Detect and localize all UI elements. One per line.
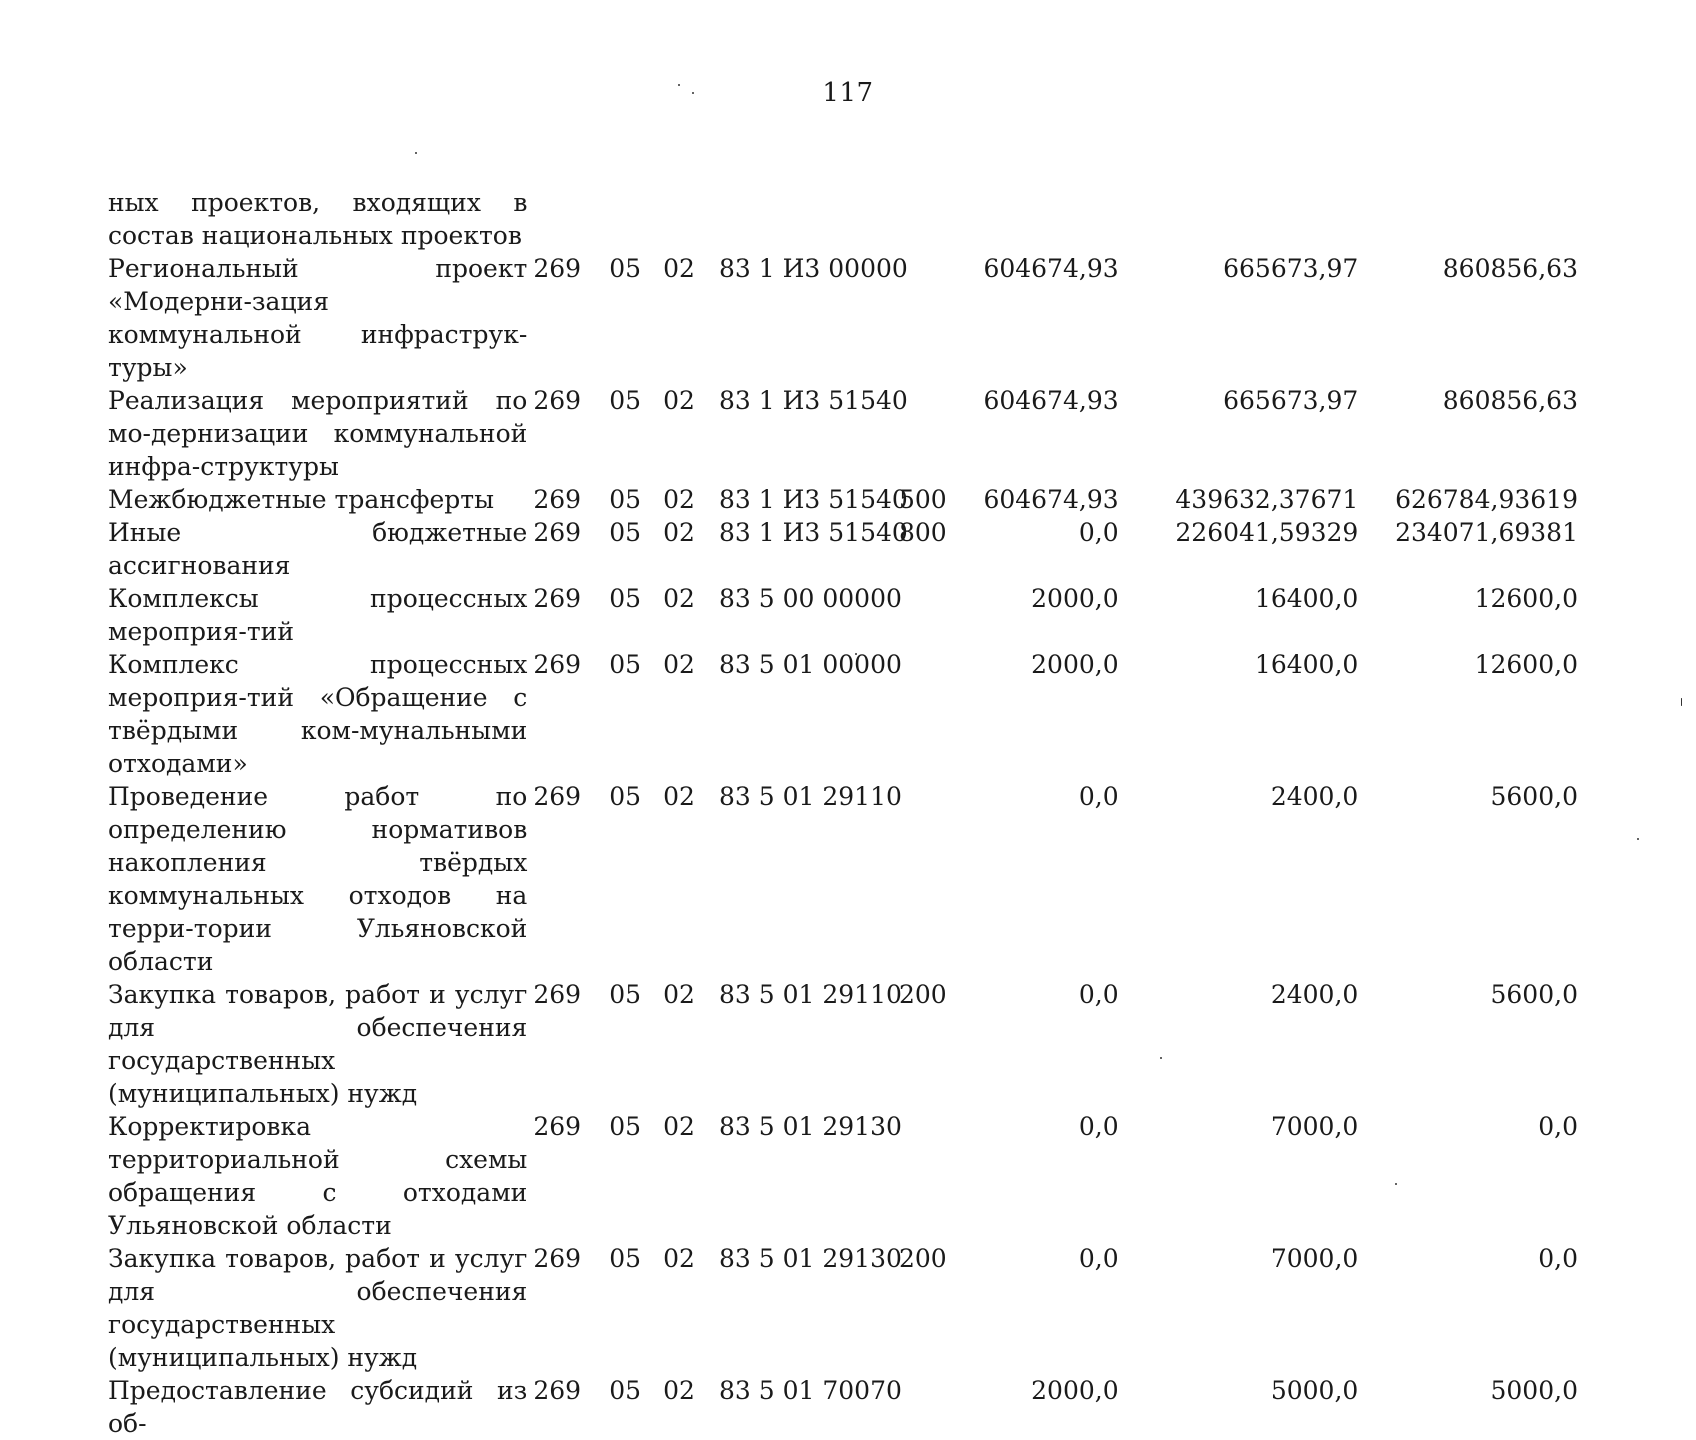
- amount-year-3: 860856,63: [1442, 386, 1578, 415]
- amount-year-2: 2400,0: [1270, 980, 1359, 1009]
- row-name: Комплекс процессных мероприя-тий «Обращение с твёрдыми ком-мунальными отходами»: [108, 650, 528, 778]
- target-article-code: 83 5 00 00000: [719, 584, 902, 613]
- table-row: [108, 1374, 1588, 1440]
- scan-speck: [1681, 698, 1682, 706]
- table-row: [108, 252, 1588, 384]
- table-row: [108, 780, 1588, 978]
- amount-year-1: 0,0: [1078, 518, 1119, 547]
- subsection-code: 02: [663, 980, 695, 1009]
- amount-year-1: 0,0: [1078, 980, 1119, 1009]
- row-name: Закупка товаров, работ и услуг для обеспечения государственных (муниципальных) нужд: [108, 980, 528, 1108]
- section-code: 05: [609, 518, 641, 547]
- target-article-code: 83 1 И3 51540: [719, 386, 908, 415]
- amount-year-2: 7000,0: [1270, 1244, 1359, 1273]
- subsection-code: 02: [663, 1376, 695, 1405]
- subsection-code: 02: [663, 254, 695, 283]
- row-name: Региональный проект «Модерни-зация коммунальной инфраструк-туры»: [108, 254, 528, 382]
- ministry-code: 269: [533, 254, 582, 283]
- row-name: Комплексы процессных мероприя-тий: [108, 584, 528, 646]
- amount-year-1: 604674,93: [983, 254, 1119, 283]
- target-article-code: 83 5 01 29130: [719, 1244, 902, 1273]
- scan-speck: [415, 152, 417, 154]
- section-code: 05: [609, 1244, 641, 1273]
- expense-type-code: 200: [899, 1244, 947, 1273]
- subsection-code: 02: [663, 1112, 695, 1141]
- amount-year-1: 2000,0: [1031, 650, 1119, 679]
- section-code: 05: [609, 980, 641, 1009]
- amount-year-3: 5600,0: [1490, 980, 1578, 1009]
- row-name: Реализация мероприятий по мо-дернизации коммунальной инфра-структуры: [108, 386, 528, 481]
- amount-year-3: 0,0: [1538, 1244, 1578, 1273]
- page-number: 117: [822, 78, 874, 108]
- ministry-code: 269: [533, 518, 582, 547]
- budget-table: [108, 186, 1588, 1440]
- amount-year-2: 665673,97: [1223, 386, 1359, 415]
- ministry-code: 269: [533, 1376, 582, 1405]
- ministry-code: 269: [533, 386, 582, 415]
- section-code: 05: [609, 386, 641, 415]
- target-article-code: 83 5 01 29130: [719, 1112, 902, 1141]
- amount-year-3: 5600,0: [1490, 782, 1578, 811]
- row-name: Иные бюджетные ассигнования: [108, 518, 528, 580]
- target-article-code: 83 5 01 29110: [719, 782, 902, 811]
- amount-year-2: 665673,97: [1223, 254, 1359, 283]
- amount-year-2: 7000,0: [1270, 1112, 1359, 1141]
- amount-year-3: 5000,0: [1490, 1376, 1578, 1405]
- expense-type-code: 800: [899, 518, 947, 547]
- section-code: 05: [609, 1112, 641, 1141]
- subsection-code: 02: [663, 1244, 695, 1273]
- ministry-code: 269: [533, 782, 582, 811]
- ministry-code: 269: [533, 1112, 582, 1141]
- amount-year-3: 0,0: [1538, 1112, 1578, 1141]
- subsection-code: 02: [663, 518, 695, 547]
- amount-year-2: 2400,0: [1270, 782, 1359, 811]
- amount-year-3: 626784,93619: [1395, 485, 1578, 514]
- amount-year-2: 16400,0: [1254, 584, 1359, 613]
- amount-year-1: 604674,93: [983, 386, 1119, 415]
- table-row: [108, 648, 1588, 780]
- row-name: Предоставление субсидий из об-: [108, 1376, 528, 1438]
- ministry-code: 269: [533, 1244, 582, 1273]
- target-article-code: 83 1 И3 51540: [719, 518, 908, 547]
- section-code: 05: [609, 782, 641, 811]
- table-row: [108, 516, 1588, 582]
- table-row: [108, 582, 1588, 648]
- target-article-code: 83 1 И3 00000: [719, 254, 908, 283]
- ministry-code: 269: [533, 485, 582, 514]
- amount-year-2: 226041,59329: [1175, 518, 1359, 547]
- expense-type-code: 500: [899, 485, 947, 514]
- amount-year-3: 860856,63: [1442, 254, 1578, 283]
- table-row: [108, 978, 1588, 1110]
- subsection-code: 02: [663, 650, 695, 679]
- row-name: Межбюджетные трансферты: [108, 485, 495, 514]
- section-code: 05: [609, 1376, 641, 1405]
- target-article-code: 83 1 И3 51540: [719, 485, 908, 514]
- amount-year-2: 5000,0: [1270, 1376, 1359, 1405]
- target-article-code: 83 5 01 70070: [719, 1376, 902, 1405]
- row-name: Закупка товаров, работ и услуг для обеспечения государственных (муниципальных) нужд: [108, 1244, 528, 1372]
- section-code: 05: [609, 584, 641, 613]
- amount-year-1: 0,0: [1078, 782, 1119, 811]
- section-code: 05: [609, 254, 641, 283]
- amount-year-2: 439632,37671: [1175, 485, 1359, 514]
- scan-speck: [678, 84, 680, 86]
- table-row: [108, 1110, 1588, 1242]
- section-code: 05: [609, 485, 641, 514]
- row-name: Корректировка территориальной схемы обращения с отходами Ульяновской области: [108, 1112, 528, 1240]
- ministry-code: 269: [533, 650, 582, 679]
- amount-year-2: 16400,0: [1254, 650, 1359, 679]
- scan-speck: [692, 92, 694, 94]
- subsection-code: 02: [663, 782, 695, 811]
- subsection-code: 02: [663, 584, 695, 613]
- ministry-code: 269: [533, 584, 582, 613]
- amount-year-1: 0,0: [1078, 1244, 1119, 1273]
- table-row: [108, 384, 1588, 483]
- amount-year-3: 12600,0: [1474, 650, 1578, 679]
- section-code: 05: [609, 650, 641, 679]
- target-article-code: 83 5 01 00000: [719, 650, 902, 679]
- amount-year-1: 604674,93: [983, 485, 1119, 514]
- target-article-code: 83 5 01 29110: [719, 980, 902, 1009]
- table-row: [108, 186, 1588, 252]
- row-name: Проведение работ по определению нормативов накопления твёрдых коммунальных отходов на терри-тории Ульяновской области: [108, 782, 528, 976]
- amount-year-1: 2000,0: [1031, 1376, 1119, 1405]
- table-row: [108, 1242, 1588, 1374]
- subsection-code: 02: [663, 386, 695, 415]
- subsection-code: 02: [663, 485, 695, 514]
- amount-year-1: 0,0: [1078, 1112, 1119, 1141]
- amount-year-3: 234071,69381: [1395, 518, 1578, 547]
- amount-year-3: 12600,0: [1474, 584, 1578, 613]
- ministry-code: 269: [533, 980, 582, 1009]
- scan-speck: [1637, 838, 1639, 840]
- row-name: ных проектов, входящих в состав национальных проектов: [108, 188, 528, 250]
- table-row: [108, 483, 1588, 516]
- expense-type-code: 200: [899, 980, 947, 1009]
- amount-year-1: 2000,0: [1031, 584, 1119, 613]
